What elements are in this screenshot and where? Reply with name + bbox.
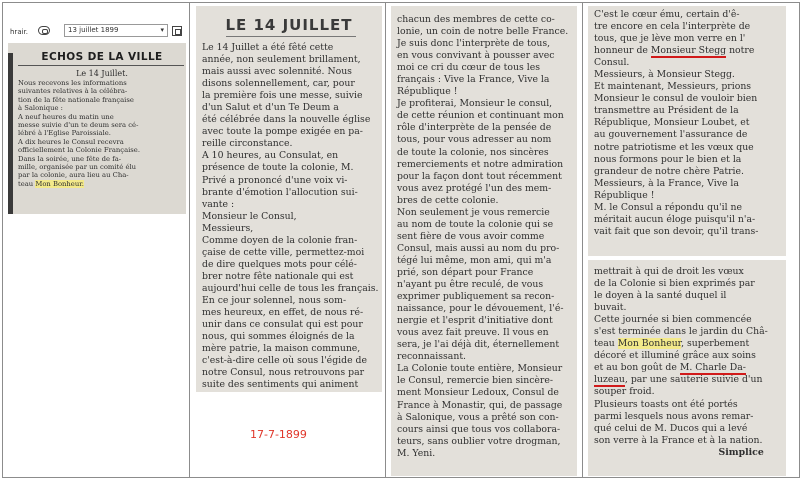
text-line: vait fait que son devoir, qu'il trans-	[594, 225, 759, 237]
text-line: cours ainsi que tous vos collabora-	[397, 423, 561, 435]
text-line: nergie et l'esprit d'initiative dont	[397, 315, 553, 327]
text-line: Messieurs, à Monsieur Stegg.	[594, 69, 735, 81]
underlined-name-daluzeau: M. Charle Da-	[679, 362, 746, 374]
text-line: pour la façon dont tout récemment	[397, 170, 562, 182]
text-line: par la colonie, aura lieu au Cha-	[18, 171, 129, 180]
text-fragment: , par une sauterie suivie d'un	[624, 374, 763, 386]
text-line: suivantes relatives à la célébra-	[18, 87, 128, 96]
text-line: Messieurs, à la France, Vive la	[594, 177, 739, 189]
article-subheading: Le 14 Juillet.	[76, 69, 128, 78]
text-line: notre Consul, nous retrouvons par	[202, 367, 365, 379]
text-line: nous, qui sommes éloignés de la	[202, 331, 355, 343]
text-line: Monsieur le Consul,	[202, 210, 297, 222]
text-line: remerciements et notre admiration	[397, 158, 564, 170]
text-line: mère patrie, la maison commune,	[202, 343, 361, 355]
text-line: mais aussi avec solennité. Nous	[202, 66, 352, 78]
text-fragment: teau	[18, 179, 36, 188]
clipping-body	[202, 42, 379, 391]
text-fragment: honneur de	[594, 45, 651, 57]
text-line: à Salonique, vous a prêté son con-	[397, 411, 559, 423]
title-rule	[226, 36, 356, 37]
text-line: prié, son départ pour France	[397, 266, 534, 278]
chevron-down-icon: ▾	[160, 26, 164, 34]
text-line: le doyen à la santé duquel il	[594, 290, 727, 302]
text-line: Plusieurs toasts ont été portés	[594, 398, 738, 410]
text-fragment: teau	[594, 338, 618, 350]
underlined-name-stegg: Monsieur Stegg	[650, 45, 727, 57]
date-annotation: 17-7-1899	[250, 428, 307, 441]
clipping-le-14-juillet	[196, 6, 382, 392]
text-line: officiellement la Colonie Française.	[18, 146, 140, 155]
reader-view-icon[interactable]	[38, 26, 50, 35]
text-line: M. le Consul a répondu qu'il ne	[594, 201, 743, 213]
text-fragment: , superbement	[681, 338, 750, 350]
text-line: tous, que je lève mon verre en l'	[594, 33, 746, 45]
viewer-capture	[8, 6, 186, 214]
text-line: teurs, sans oublier votre drogman,	[397, 435, 561, 447]
text-line: n'ayant pu être reculé, de vous	[397, 279, 544, 291]
text-line: rôle d'interprète de la pensée de	[397, 122, 552, 134]
text-line: République, Monsieur Loubet, et	[594, 117, 750, 129]
text-line: en vous convivant à pousser avec	[397, 50, 555, 62]
text-line: d'un Salut et d'un Te Deum a	[202, 102, 339, 114]
text-line: au nom de toute la colonie qui se	[397, 218, 554, 230]
text-line: français : Vive la France, Vive la	[397, 74, 550, 86]
text-line: mettrait à qui de droit les vœux	[594, 266, 744, 277]
text-line	[594, 338, 768, 350]
text-line: reille circonstance.	[202, 138, 293, 150]
text-line: été célébrée dans la nouvelle église	[202, 114, 371, 126]
text-line: France à Monastir, qui, de passage	[397, 399, 563, 411]
text-line: nous formons pour le bien et la	[594, 153, 742, 165]
text-line: Privé a prononcé d'une voix vi-	[202, 174, 348, 186]
text-line: de cette réunion et continuant mon	[397, 110, 564, 122]
text-line: le Consul, remercie bien sincère-	[397, 375, 554, 387]
text-line: Le 14 Juillet a été fêté cette	[202, 42, 334, 53]
text-line: naissance, pour le dévouement, l'é-	[397, 303, 564, 315]
text-line: Et maintenant, Messieurs, prions	[594, 81, 752, 93]
text-line: buvait.	[594, 302, 627, 314]
text-line: tion de la fête nationale française	[18, 95, 134, 104]
text-line: reconnaissant.	[397, 351, 467, 363]
text-line: La Colonie toute entière, Monsieur	[397, 363, 563, 375]
text-line: République !	[594, 189, 655, 201]
text-line: brer notre fête nationale qui est	[202, 270, 354, 282]
text-line: bres de cette colonie.	[397, 194, 499, 206]
text-line: mille, organisée par un comité élu	[18, 163, 137, 172]
text-line: çaise de cette ville, permettez-moi	[202, 246, 365, 258]
text-line: Non seulement je vous remercie	[397, 206, 550, 218]
text-line: Comme doyen de la colonie fran-	[202, 234, 358, 246]
text-line	[594, 45, 758, 57]
section-heading: ECHOS DE LA VILLE	[41, 51, 163, 63]
heading-rule	[18, 65, 184, 66]
article-body	[18, 79, 184, 188]
text-line: A 10 heures, au Consulat, en	[202, 150, 339, 162]
text-line: disons solennellement, car, pour	[202, 78, 355, 90]
text-line: chacun des membres de cette co-	[397, 14, 555, 25]
clipping-evening	[588, 260, 786, 476]
text-line: avec toute la pompe exigée en pa-	[202, 126, 363, 138]
text-line: à Salonique :	[18, 104, 63, 113]
text-line: grandeur de notre chère Patrie.	[594, 165, 744, 177]
text-line: Consul.	[594, 57, 630, 69]
text-line: s'est terminée dans le jardin du Châ-	[594, 326, 768, 338]
text-fragment: et au bon goût de	[594, 362, 680, 374]
text-line: son verre à la France et à la nation.	[594, 434, 763, 446]
text-line	[18, 180, 184, 188]
text-line: Dans la soirée, une fête de fa-	[18, 154, 122, 163]
issue-date-value: 13 juillet 1899	[68, 26, 119, 34]
page-edge	[8, 53, 13, 214]
highlighted-place-name: Mon Bonheur	[617, 338, 682, 350]
text-line: tre encore en cela l'interprète de	[594, 21, 751, 33]
viewer-toolbar	[8, 6, 186, 43]
text-line: tous, pour vous adresser au nom	[397, 134, 552, 146]
text-line: Je profiterai, Monsieur le consul,	[397, 98, 553, 110]
text-line: Nous recevons les informations	[18, 79, 127, 87]
text-line: messe suivie d'un te deum sera cé-	[18, 121, 139, 130]
text-line: suite des sentiments qui animent	[202, 379, 359, 391]
text-line: vous avez fait preuve. Il vous en	[397, 327, 549, 339]
column-divider	[385, 2, 386, 478]
text-line: parmi lesquels nous avons remar-	[594, 410, 754, 422]
text-line: lébré à l'Eglise Paroissiale.	[18, 129, 111, 138]
text-line: au gouvernement l'assurance de	[594, 129, 748, 141]
issue-date-select[interactable]	[64, 24, 168, 37]
text-line: Cette journée si bien commencée	[594, 314, 752, 326]
text-line: de toute la colonie, nos sincères	[397, 146, 549, 158]
text-fragment: notre	[726, 45, 755, 57]
clipping-body	[397, 14, 568, 460]
text-line: unir dans ce consulat qui est pour	[202, 319, 363, 331]
text-line: notre patriotisme et les vœux que	[594, 141, 754, 153]
text-line: qué celui de M. Ducos qui a levé	[594, 422, 748, 434]
column-divider	[189, 2, 190, 478]
text-line: ment Monsieur Ledoux, Consul de	[397, 387, 559, 399]
signature: Simplice	[718, 446, 764, 458]
clipping-title: LE 14 JUILLET	[225, 16, 353, 34]
text-line: décoré et illuminé grâce aux soins	[594, 350, 756, 362]
text-line: c'est-à-dire celle où sous l'égide de	[202, 355, 367, 367]
text-line: mes heureux, en effet, de nous ré-	[202, 307, 364, 319]
text-line: souper froid.	[594, 386, 655, 398]
text-line: présence de toute la colonie, M.	[202, 162, 354, 174]
text-line: A dix heures le Consul recevra	[18, 137, 124, 146]
text-line: exprimer publiquement sa recon-	[397, 291, 555, 303]
text-line: Monsieur le consul de vouloir bien	[594, 93, 758, 105]
newspaper-snippet	[8, 43, 186, 214]
text-line: République !	[397, 86, 458, 98]
text-line: vante :	[202, 198, 235, 210]
text-line: méritait aucun éloge puisqu'il n'a-	[594, 213, 756, 225]
text-line: la première fois une messe, suivie	[202, 90, 363, 102]
text-line: Je suis donc l'interprète de tous,	[397, 38, 551, 50]
highlighted-place-name: Mon Bonheur.	[35, 179, 84, 188]
clipping-body	[594, 266, 768, 459]
text-line: lonie, un coin de notre belle France.	[397, 26, 569, 38]
text-line: de dire quelques mots pour célé-	[202, 258, 357, 270]
text-line: sent fière de vous avoir comme	[397, 230, 545, 242]
text-line: M. Yeni.	[397, 447, 436, 459]
text-line: Messieurs,	[202, 222, 254, 234]
text-line: sera, je l'ai déjà dit, éternellement	[397, 339, 560, 351]
text-line	[594, 362, 768, 374]
text-line: brante d'émotion l'allocution sui-	[202, 186, 358, 198]
text-line: C'est le cœur ému, certain d'ê-	[594, 9, 740, 20]
clipping-toast	[588, 6, 786, 256]
toolbar-text: hrair.	[10, 28, 29, 36]
clipping-continuation	[391, 6, 577, 476]
text-line: A neuf heures du matin une	[18, 112, 114, 121]
text-line	[594, 374, 768, 386]
text-line: transmettre au Président de la	[594, 105, 739, 117]
text-line: moi ce cri du cœur de tous les	[397, 62, 540, 74]
text-line: aujourd'hui celle de tous les français.	[202, 282, 379, 294]
column-divider	[582, 2, 583, 478]
text-line: de la Colonie si bien exprimés par	[594, 278, 755, 290]
clipping-body	[594, 9, 758, 238]
text-line: année, non seulement brillament,	[202, 54, 361, 66]
text-line: Consul, mais aussi au nom du pro-	[397, 242, 560, 254]
text-line: tégé lui même, mon ami, qui m'a	[397, 254, 552, 266]
text-line: En ce jour solennel, nous som-	[202, 294, 347, 306]
text-line: vous avez protégé l'un des mem-	[397, 182, 552, 194]
share-icon[interactable]	[172, 26, 182, 36]
underlined-name-daluzeau: luzeau	[594, 374, 625, 386]
